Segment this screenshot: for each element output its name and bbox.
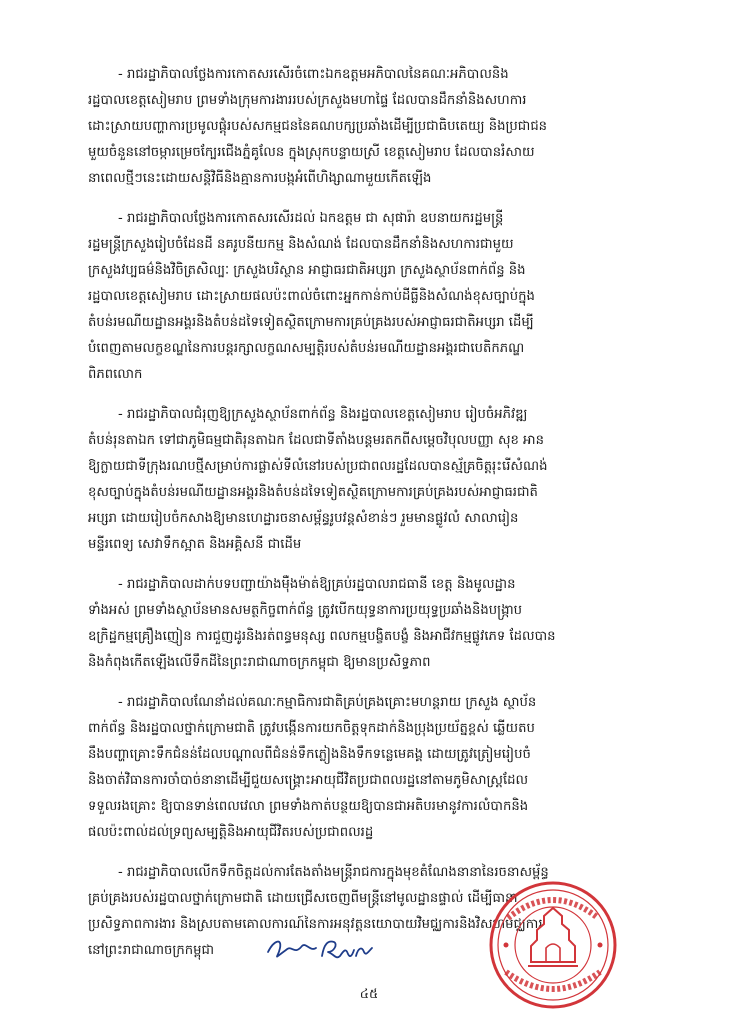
paragraph-line: ក្រសួងវប្បធម៌និងវិចិត្រសិល្បៈ ក្រសួងបរិស្ថាន អាជ្ញាធរជាតិអប្សរា ក្រសួងស្ថាប័នពាក់ព័ន្ធ និង: [88, 263, 526, 278]
paragraph: [88, 572, 656, 676]
paragraph-line: អប្សរា ដោយរៀបចំកសាងឱ្យមានហេដ្ឋារចនាសម្ព័ន្ធរូបវន្តសំខាន់ៗ រួមមានផ្លូវលំ សាលារៀន: [88, 511, 519, 526]
paragraph-line: រដ្ឋបាលខេត្តសៀមរាប ដោះស្រាយផលប៉ះពាល់ចំពោះអ្នកកាន់កាប់ដីធ្លីនិងសំណង់ខុសច្បាប់ក្នុង: [88, 289, 535, 304]
paragraph: [88, 690, 656, 846]
document-body: [88, 62, 656, 964]
paragraph-line: នាពេលថ្មីៗនេះដោយសន្តិវិធីនិងគ្មានការបង្កអំពើហិង្សាណាមួយកើតឡើង: [88, 171, 432, 186]
paragraph-line: បំពេញតាមលក្ខខណ្ឌនៃការបន្តរក្សាលក្ខណសម្បត្តិរបស់តំបន់រមណីយដ្ឋានអង្គរជាបេតិកភណ្ឌ: [88, 341, 525, 356]
paragraph-line: ខុសច្បាប់ក្នុងតំបន់រមណីយដ្ឋានអង្គរនិងតំបន់ដទៃទៀតស្ថិតក្រោមការគ្រប់គ្រងរបស់អាជ្ញាធរជាតិ: [88, 485, 538, 500]
paragraph-line: ពិភពលោក: [88, 367, 143, 382]
paragraph-line: ពាក់ព័ន្ធ និងរដ្ឋបាលថ្នាក់ក្រោមជាតិ ត្រូវបង្កើនការយកចិត្តទុកដាក់និងប្រុងប្រយ័ត្នខ្ពស់ ឆ្លើយតប: [88, 721, 535, 736]
paragraph: [88, 62, 656, 192]
paragraph-line: ប្រសិទ្ធភាពការងារ និងស្របតាមគោលការណ៍នៃការអនុវត្តនយោបាយវិមជ្ឈការនិងវិសហមជ្ឈការ: [88, 917, 543, 932]
page-number: ៤៥: [359, 987, 379, 1002]
paragraph-line: - រាជរដ្ឋាភិបាលណែនាំដល់គណៈកម្មាធិការជាតិគ្រប់គ្រងគ្រោះមហន្តរាយ ក្រសួង ស្ថាប័ន: [118, 695, 537, 710]
paragraph-line: មួយចំនួននៅចម្ការម្រេចក្បែរជើងភ្នំគូលែន ក្នុងស្រុកបន្ទាយស្រី ខេត្តសៀមរាប ដែលបានរំសាយ: [88, 145, 535, 160]
paragraph-line: តំបន់រមណីយដ្ឋានអង្គរនិងតំបន់ដទៃទៀតស្ថិតក្រោមការគ្រប់គ្រងរបស់អាជ្ញាធរជាតិអប្សរា ដើម្បី: [88, 315, 534, 330]
paragraph-line: ទាំងអស់ ព្រមទាំងស្ថាប័នមានសមត្ថកិច្ចពាក់ព័ន្ធ ត្រូវបើកយុទ្ធនាការប្រយុទ្ធប្រឆាំងនិងបង្ក្រាប: [88, 603, 523, 618]
paragraph-line: ឱ្យក្លាយជាទីក្រុងរណបថ្មីសម្រាប់ការផ្លាស់ទីលំនៅរបស់ប្រជាពលរដ្ឋដែលបានស្ម័គ្រចិត្តរុះរើសំណង់: [88, 459, 548, 474]
paragraph-line: - រាជរដ្ឋាភិបាលជំរុញឱ្យក្រសួងស្ថាប័នពាក់ព័ន្ធ និងរដ្ឋបាលខេត្តសៀមរាប រៀបចំអភិវឌ្ឍ: [118, 407, 528, 422]
paragraph-line: និងចាត់វិធានការចាំបាច់នានាដើម្បីជួយសង្គ្រោះអាយុជីវិតប្រជាពលរដ្ឋនៅតាមភូមិសាស្ត្រដែល: [88, 773, 529, 788]
paragraph-line: ទទួលរងគ្រោះ ឱ្យបានទាន់ពេលវេលា ព្រមទាំងកាត់បន្ថយឱ្យបានជាអតិបរមានូវការលំបាកនិង: [88, 799, 529, 814]
paragraph-line: - រាជរដ្ឋាភិបាលលើកទឹកចិត្តដល់ការតែងតាំងមន្ត្រីរាជការក្នុងមុខតំណែងនានានៃរចនាសម្ព័ន្ធ: [118, 865, 549, 880]
paragraph-line: គ្រប់គ្រងរបស់រដ្ឋបាលថ្នាក់ក្រោមជាតិ ដោយជ្រើសចេញពីមន្ត្រីនៅមូលដ្ឋានផ្ទាល់ ដើម្បីធានា: [88, 891, 518, 906]
paragraph-line: - រាជរដ្ឋាភិបាលថ្លែងការកោតសរសើរដល់ ឯកឧត្តម ជា សុផារ៉ា ឧបនាយករដ្ឋមន្ត្រី: [118, 211, 504, 226]
paragraph-line: - រាជរដ្ឋាភិបាលដាក់បទបញ្ជាយ៉ាងម៉ឺងម៉ាត់ឱ្យគ្រប់រដ្ឋបាលរាជធានី ខេត្ត និងមូលដ្ឋាន: [118, 577, 516, 592]
paragraph-line: នៅព្រះរាជាណាចក្រកម្ពុជា: [88, 943, 215, 958]
paragraph-line: រដ្ឋបាលខេត្តសៀមរាប ព្រមទាំងក្រុមការងាររបស់ក្រសួងមហាផ្ទៃ ដែលបានដឹកនាំនិងសហការ: [88, 93, 527, 108]
paragraph-line: - រាជរដ្ឋាភិបាលថ្លែងការកោតសរសើរចំពោះឯកឧត្តមអភិបាលនៃគណៈអភិបាលនិង: [118, 67, 509, 82]
handwritten-signature: [264, 930, 374, 966]
paragraph: [88, 206, 656, 388]
paragraph: [88, 402, 656, 558]
paragraph-line: និងកំពុងកើតឡើងលើទឹកដីនៃព្រះរាជាណាចក្រកម្ពុជា ឱ្យមានប្រសិទ្ធភាព: [88, 655, 431, 670]
paragraph-line: ឧក្រិដ្ឋកម្មគ្រឿងញៀន ការជួញដូរនិងរត់ពន្ធមនុស្ស ពលកម្មបង្ខិតបង្ខំ និងអាជីវកម្មផ្លូវភេទ ដែលបាន: [88, 629, 556, 644]
paragraph-line: នឹងបញ្ហាគ្រោះទឹកជំនន់ដែលបណ្តាលពីជំនន់ទឹកភ្លៀងនិងទឹកទន្លេមេគង្គ ដោយត្រូវត្រៀមរៀបចំ: [88, 747, 531, 762]
paragraph-line: រដ្ឋមន្ត្រីក្រសួងរៀបចំដែនដី នគរូបនីយកម្ម និងសំណង់ ដែលបានដឹកនាំនិងសហការជាមួយ: [88, 237, 514, 252]
paragraph-line: ដោះស្រាយបញ្ហាការប្រមូលផ្តុំរបស់សកម្មជននៃគណបក្សប្រឆាំងដើម្បីប្រជាធិបតេយ្យ និងប្រជាជន: [88, 119, 548, 134]
paragraph-line: មន្ទីរពេទ្យ សេវាទឹកស្អាត និងអគ្គិសនី ជាដើម: [88, 537, 302, 552]
paragraph-line: តំបន់រុនតាឯក ទៅជាភូមិធម្មជាតិរុនតាឯក ដែលជាទីតាំងបន្តមរតកពីសម្តេចវិបុលបញ្ញា សុខ អាន: [88, 433, 544, 448]
paragraph-line: ផលប៉ះពាល់ដល់ទ្រព្យសម្បត្តិនិងអាយុជីវិតរបស់ប្រជាពលរដ្ឋ: [88, 825, 374, 840]
